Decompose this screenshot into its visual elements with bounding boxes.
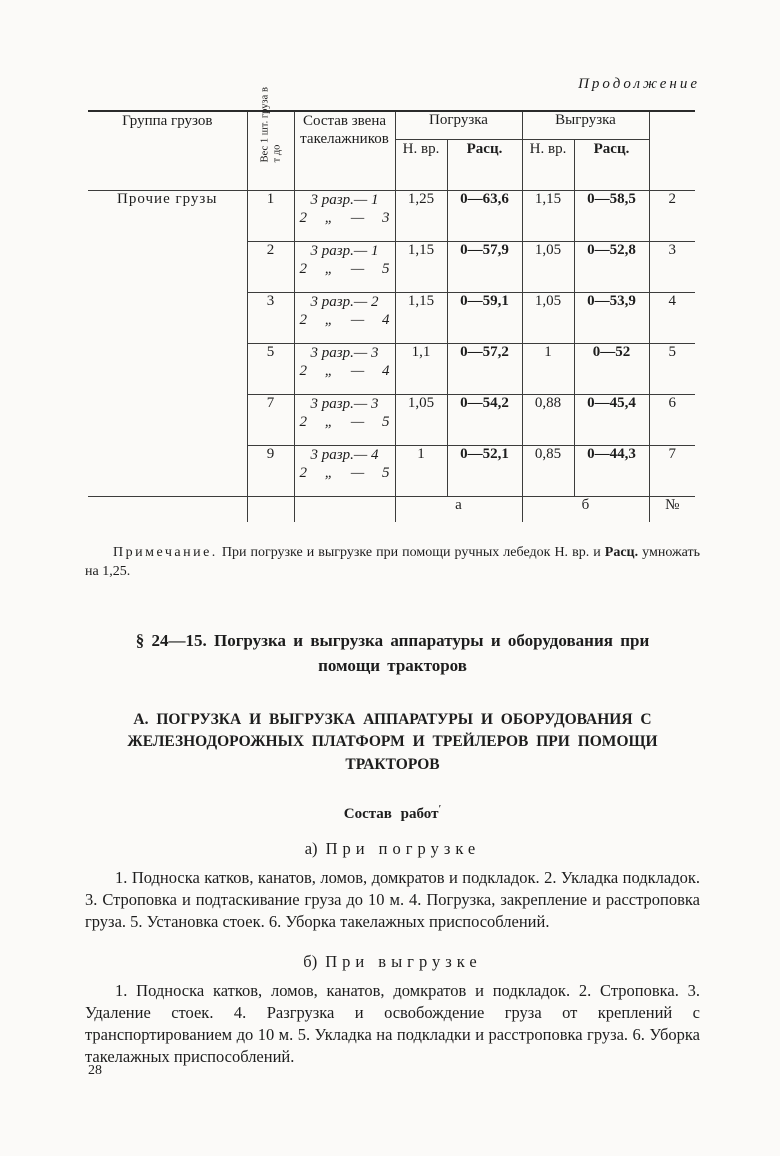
header-weight-text: Вес 1 шт. груза в т до (259, 87, 283, 163)
continuation-label: Продолжение (578, 76, 700, 92)
unloading-time-cell: 0,88 (522, 394, 574, 445)
sublist-b-label: При выгрузке (325, 952, 482, 972)
works-composition-title: Состав работ′ (343, 804, 442, 823)
table-footer-row (88, 496, 695, 522)
row-number-cell: 5 (649, 343, 695, 394)
footer-loading-mark: а (395, 496, 522, 522)
weight-cell: 7 (247, 394, 294, 445)
header-unloading-time-norm: Н. вр. (522, 139, 574, 190)
table-note (85, 544, 700, 582)
paragraph-loading-works: 1. Подноска катков, канатов, ломов, домкратов и подкладок. 2. Укладка подкладок. 3. Строповка и подтаскивание груза до 10 м. 4. Погрузка, закрепление и расстроповка груза. 5. Установка стоек. 6. Уборка такелажных приспособлений. (85, 868, 700, 931)
weight-cell: 1 (247, 190, 294, 241)
table-row (88, 190, 695, 241)
unloading-time-cell: 1,05 (522, 241, 574, 292)
header-crew: Состав звена такелажников (294, 111, 395, 190)
note-label: Примечание. (113, 545, 218, 560)
paragraph-unloading-works: 1. Подноска катков, ломов, канатов, домкратов и подкладок. 2. Строповка. 3. Удаление стоек. 4. Разгрузка и освобождение груза от креплений с транспортированием до 10 м. 5. Укладка на подкладки и расстроповка груза. 6. Уборка такелажных приспособлений. (85, 981, 700, 1066)
section-heading: § 24—15. Погрузка и выгрузка аппаратуры и оборудования при помощи тракторов (135, 630, 650, 676)
sublist-a-title (85, 839, 700, 859)
loading-time-cell: 1,15 (395, 292, 447, 343)
loading-time-cell: 1,15 (395, 241, 447, 292)
crew-cell: 3 разр.— 3 2 „ — 5 (294, 394, 395, 445)
sublist-a-prefix: а) (304, 839, 318, 859)
footer-unloading-mark: б (522, 496, 649, 522)
loading-time-cell: 1 (395, 445, 447, 496)
page-number: 28 (88, 1063, 102, 1078)
unloading-rate-cell: 0—52 (574, 343, 649, 394)
page-content (85, 0, 700, 1084)
header-group-of-cargo: Группа грузов (88, 111, 247, 190)
crew-cell: 3 разр.— 4 2 „ — 5 (294, 445, 395, 496)
loading-rate-cell: 0—52,1 (447, 445, 522, 496)
unloading-rate-cell: 0—44,3 (574, 445, 649, 496)
norms-table (88, 87, 695, 522)
weight-cell: 2 (247, 241, 294, 292)
row-number-cell: 4 (649, 292, 695, 343)
unloading-rate-cell: 0—45,4 (574, 394, 649, 445)
header-loading-time-norm: Н. вр. (395, 139, 447, 190)
note-text-2: умножать на 1,25. (85, 545, 701, 579)
row-number-cell: 7 (649, 445, 695, 496)
loading-rate-cell: 0—63,6 (447, 190, 522, 241)
header-weight-vertical (247, 87, 294, 190)
sublist-b-title (85, 952, 700, 972)
loading-time-cell: 1,1 (395, 343, 447, 394)
unloading-time-cell: 1,15 (522, 190, 574, 241)
cargo-group-cell: Прочие грузы (88, 190, 247, 496)
sublist-a-label: При погрузке (325, 839, 481, 859)
unloading-rate-cell: 0—53,9 (574, 292, 649, 343)
weight-cell: 9 (247, 445, 294, 496)
unloading-rate-cell: 0—52,8 (574, 241, 649, 292)
loading-time-cell: 1,05 (395, 394, 447, 445)
loading-rate-cell: 0—54,2 (447, 394, 522, 445)
header-number-blank (649, 111, 695, 190)
header-loading: Погрузка (395, 111, 522, 139)
row-number-cell: 6 (649, 394, 695, 445)
print-mark: ′ (438, 804, 442, 816)
header-unloading-rate: Расц. (574, 139, 649, 190)
header-unloading: Выгрузка (522, 111, 649, 139)
section-subheading: А. ПОГРУЗКА И ВЫГРУЗКА АППАРАТУРЫ И ОБОРУДОВАНИЯ С ЖЕЛЕЗНОДОРОЖНЫХ ПЛАТФОРМ И ТРЕЙЛЕРОВ ПРИ ПОМОЩИ ТРАКТОРОВ (127, 710, 658, 773)
loading-rate-cell: 0—59,1 (447, 292, 522, 343)
crew-cell: 3 разр.— 1 2 „ — 3 (294, 190, 395, 241)
crew-cell: 3 разр.— 1 2 „ — 5 (294, 241, 395, 292)
loading-time-cell: 1,25 (395, 190, 447, 241)
note-text-1: При погрузке и выгрузке при помощи ручных лебедок Н. вр. и (221, 545, 601, 560)
row-number-cell: 2 (649, 190, 695, 241)
footer-blank-weight (247, 496, 294, 522)
loading-rate-cell: 0—57,2 (447, 343, 522, 394)
footer-blank-group (88, 496, 247, 522)
note-bold-term: Расц. (604, 545, 639, 560)
header-loading-rate: Расц. (447, 139, 522, 190)
footer-blank-crew (294, 496, 395, 522)
unloading-rate-cell: 0—58,5 (574, 190, 649, 241)
row-number-cell: 3 (649, 241, 695, 292)
crew-cell: 3 разр.— 2 2 „ — 4 (294, 292, 395, 343)
unloading-time-cell: 0,85 (522, 445, 574, 496)
weight-cell: 5 (247, 343, 294, 394)
weight-cell: 3 (247, 292, 294, 343)
footer-number-mark: № (665, 496, 680, 513)
crew-cell: 3 разр.— 3 2 „ — 4 (294, 343, 395, 394)
sublist-b-prefix: б) (303, 952, 318, 972)
unloading-time-cell: 1 (522, 343, 574, 394)
unloading-time-cell: 1,05 (522, 292, 574, 343)
loading-rate-cell: 0—57,9 (447, 241, 522, 292)
